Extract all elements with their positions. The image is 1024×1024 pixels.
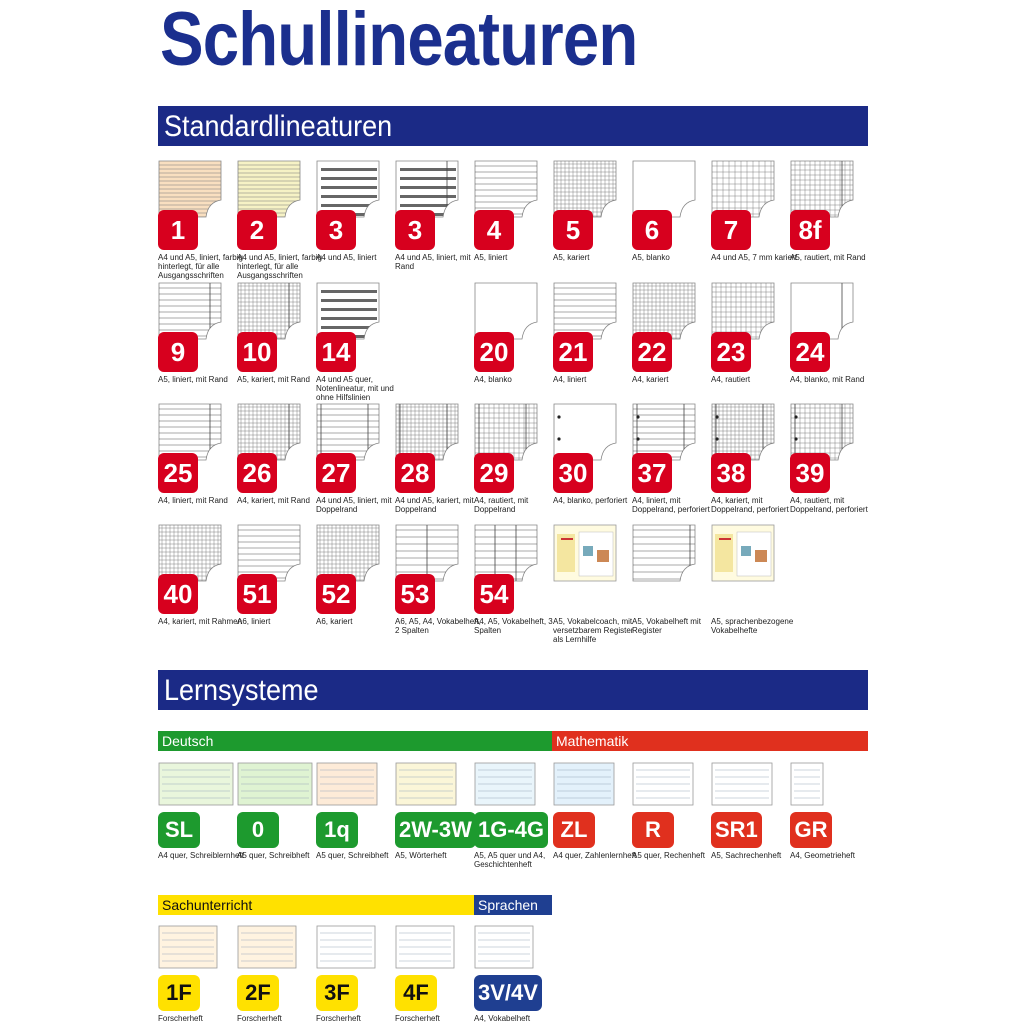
booklet-preview-icon xyxy=(395,925,455,974)
lineatur-number-badge: 37 xyxy=(632,453,672,493)
lernsystem-caption: A4 quer, Zahlenlernheft xyxy=(553,851,637,860)
booklet-preview-icon xyxy=(395,762,457,811)
booklet-preview-icon xyxy=(553,762,615,811)
category-bar-sachunterricht: Sachunterricht xyxy=(158,895,474,915)
lineatur-caption: A4 und A5 quer, Notenlineatur, mit und ohne Hilfslinien xyxy=(316,375,394,402)
lineatur-caption: A4 und A5, liniert xyxy=(316,253,377,262)
lineatur-number-badge: 6 xyxy=(632,210,672,250)
lineatur-caption: A4, blanko xyxy=(474,375,512,384)
lineatur-caption: A5, rautiert, mit Rand xyxy=(790,253,866,262)
booklet-preview-icon xyxy=(237,925,297,974)
lernsystem-caption: Forscherheft xyxy=(395,1014,440,1023)
lernsystem-caption: Forscherheft xyxy=(237,1014,282,1023)
lineatur-number-badge: 2 xyxy=(237,210,277,250)
section-header-lernsysteme: Lernsysteme xyxy=(158,670,868,710)
lernsystem-code-badge: 3F xyxy=(316,975,358,1011)
lernsystem-caption: A5, Sachrechenheft xyxy=(711,851,782,860)
lineatur-caption: A6, liniert xyxy=(237,617,271,626)
lineatur-number-badge: 3 xyxy=(395,210,435,250)
lineatur-number-badge: 4 xyxy=(474,210,514,250)
lineatur-caption: A4, liniert xyxy=(553,375,587,384)
category-bar-deutsch: Deutsch xyxy=(158,731,552,751)
lernsystem-code-badge: SR1 xyxy=(711,812,762,848)
lernsystem-caption: Forscherheft xyxy=(158,1014,203,1023)
lernsystem-caption: A4, Vokabelheft xyxy=(474,1014,531,1023)
lineatur-number-badge: 21 xyxy=(553,332,593,372)
lineatur-number-badge: 3 xyxy=(316,210,356,250)
lineatur-caption: A4, A5, Vokabelheft, 3 Spalten xyxy=(474,617,553,635)
lernsystem-caption: A5 quer, Schreibheft xyxy=(316,851,389,860)
lineatur-number-badge: 26 xyxy=(237,453,277,493)
lineatur-number-badge: 52 xyxy=(316,574,356,614)
lernsystem-caption: Forscherheft xyxy=(316,1014,361,1023)
lineatur-caption: A4 und A5, 7 mm kariert xyxy=(711,253,797,262)
lernsystem-code-badge: 4F xyxy=(395,975,437,1011)
lineatur-caption: A4 und A5, liniert, mit Doppelrand xyxy=(316,496,392,514)
lineatur-caption: A5, liniert, mit Rand xyxy=(158,375,228,384)
lineatur-caption: A5, blanko xyxy=(632,253,670,262)
lineatur-caption: A6, kariert xyxy=(316,617,353,626)
lineatur-caption: A4, kariert xyxy=(632,375,669,384)
lineatur-caption: A4, rautiert, mit Doppelrand, perforiert xyxy=(790,496,868,514)
lernsystem-caption: A4, Geometrieheft xyxy=(790,851,855,860)
lernsystem-code-badge: ZL xyxy=(553,812,595,848)
lineatur-caption: A4, kariert, mit Rand xyxy=(237,496,310,505)
lineatur-caption: A4, blanko, mit Rand xyxy=(790,375,865,384)
section-header-standardlineaturen: Standardlineaturen xyxy=(158,106,868,146)
lineatur-number-badge: 14 xyxy=(316,332,356,372)
lernsystem-code-badge: 1q xyxy=(316,812,358,848)
lineatur-caption: A4 und A5, liniert, mit Rand xyxy=(395,253,471,271)
sheet-preview-icon xyxy=(711,524,775,582)
lineatur-number-badge: 39 xyxy=(790,453,830,493)
lineatur-caption: A5, liniert xyxy=(474,253,508,262)
booklet-preview-icon xyxy=(237,762,313,811)
lineatur-number-badge: 40 xyxy=(158,574,198,614)
lineatur-caption: A4, blanko, perforiert xyxy=(553,496,628,505)
lineatur-caption: A5, sprachenbezogene Vokabelhefte xyxy=(711,617,794,635)
sheet-preview-icon xyxy=(553,524,617,582)
lineatur-number-badge: 29 xyxy=(474,453,514,493)
lineatur-number-badge: 22 xyxy=(632,332,672,372)
lernsystem-code-badge: 1G-4G xyxy=(474,812,548,848)
page-title: Schullineaturen xyxy=(160,0,638,82)
lineatur-caption: A5, kariert xyxy=(553,253,590,262)
lernsystem-code-badge: R xyxy=(632,812,674,848)
category-bar-mathematik: Mathematik xyxy=(552,731,868,751)
lineatur-caption: A4, rautiert, mit Doppelrand xyxy=(474,496,529,514)
lernsystem-code-badge: 3V/4V xyxy=(474,975,542,1011)
booklet-preview-icon xyxy=(711,762,773,811)
booklet-preview-icon xyxy=(474,762,536,811)
lernsystem-code-badge: 2W-3W xyxy=(395,812,476,848)
booklet-preview-icon xyxy=(316,925,376,974)
booklet-preview-icon xyxy=(158,762,234,811)
sheet-preview-icon xyxy=(632,524,696,582)
lineatur-caption: A4, liniert, mit Rand xyxy=(158,496,228,505)
lineatur-number-badge: 5 xyxy=(553,210,593,250)
lineatur-number-badge: 8f xyxy=(790,210,830,250)
lineatur-number-badge: 27 xyxy=(316,453,356,493)
lineatur-number-badge: 24 xyxy=(790,332,830,372)
booklet-preview-icon xyxy=(316,762,378,811)
lineatur-number-badge: 9 xyxy=(158,332,198,372)
lineatur-number-badge: 54 xyxy=(474,574,514,614)
lineatur-caption: A4, rautiert xyxy=(711,375,751,384)
booklet-preview-icon xyxy=(474,925,534,974)
lernsystem-caption: A5 quer, Rechenheft xyxy=(632,851,705,860)
lernsystem-code-badge: GR xyxy=(790,812,832,848)
lineatur-number-badge: 28 xyxy=(395,453,435,493)
lineatur-caption: A4, liniert, mit Doppelrand, perforiert xyxy=(632,496,710,514)
lineatur-number-badge: 10 xyxy=(237,332,277,372)
lernsystem-code-badge: SL xyxy=(158,812,200,848)
lineatur-caption: A5, Vokabelheft mit Register xyxy=(632,617,701,635)
booklet-preview-icon xyxy=(158,925,218,974)
lernsystem-code-badge: 1F xyxy=(158,975,200,1011)
lernsystem-caption: A5, Wörterheft xyxy=(395,851,447,860)
lineatur-number-badge: 53 xyxy=(395,574,435,614)
lineatur-number-badge: 25 xyxy=(158,453,198,493)
booklet-preview-icon xyxy=(632,762,694,811)
lineatur-caption: A4, kariert, mit Rahmen xyxy=(158,617,243,626)
category-bar-sprachen: Sprachen xyxy=(474,895,552,915)
lernsystem-caption: A4 quer, Schreiblernheft xyxy=(158,851,244,860)
lineatur-number-badge: 7 xyxy=(711,210,751,250)
lernsystem-code-badge: 2F xyxy=(237,975,279,1011)
lineatur-caption: A4, kariert, mit Doppelrand, perforiert xyxy=(711,496,789,514)
lineatur-number-badge: 30 xyxy=(553,453,593,493)
lernsystem-code-badge: 0 xyxy=(237,812,279,848)
lineatur-caption: A5, Vokabelcoach, mit versetzbarem Register als Lernhilfe xyxy=(553,617,634,644)
lineatur-number-badge: 20 xyxy=(474,332,514,372)
lernsystem-caption: A5, A5 quer und A4, Geschichtenheft xyxy=(474,851,546,869)
lineatur-caption: A4 und A5, kariert, mit Doppelrand xyxy=(395,496,474,514)
lineatur-number-badge: 23 xyxy=(711,332,751,372)
lineatur-caption: A5, kariert, mit Rand xyxy=(237,375,310,384)
lineatur-number-badge: 38 xyxy=(711,453,751,493)
lineatur-number-badge: 51 xyxy=(237,574,277,614)
lineatur-number-badge: 1 xyxy=(158,210,198,250)
lineatur-caption: A6, A5, A4, Vokabelheft, 2 Spalten xyxy=(395,617,481,635)
lineatur-caption: A4 und A5, liniert, farbig hinterlegt, für alle Ausgangsschriften xyxy=(237,253,322,280)
booklet-preview-icon xyxy=(790,762,824,811)
lernsystem-caption: A5 quer, Schreibheft xyxy=(237,851,310,860)
lineatur-caption: A4 und A5, liniert, farbig hinterlegt, für alle Ausgangsschriften xyxy=(158,253,243,280)
